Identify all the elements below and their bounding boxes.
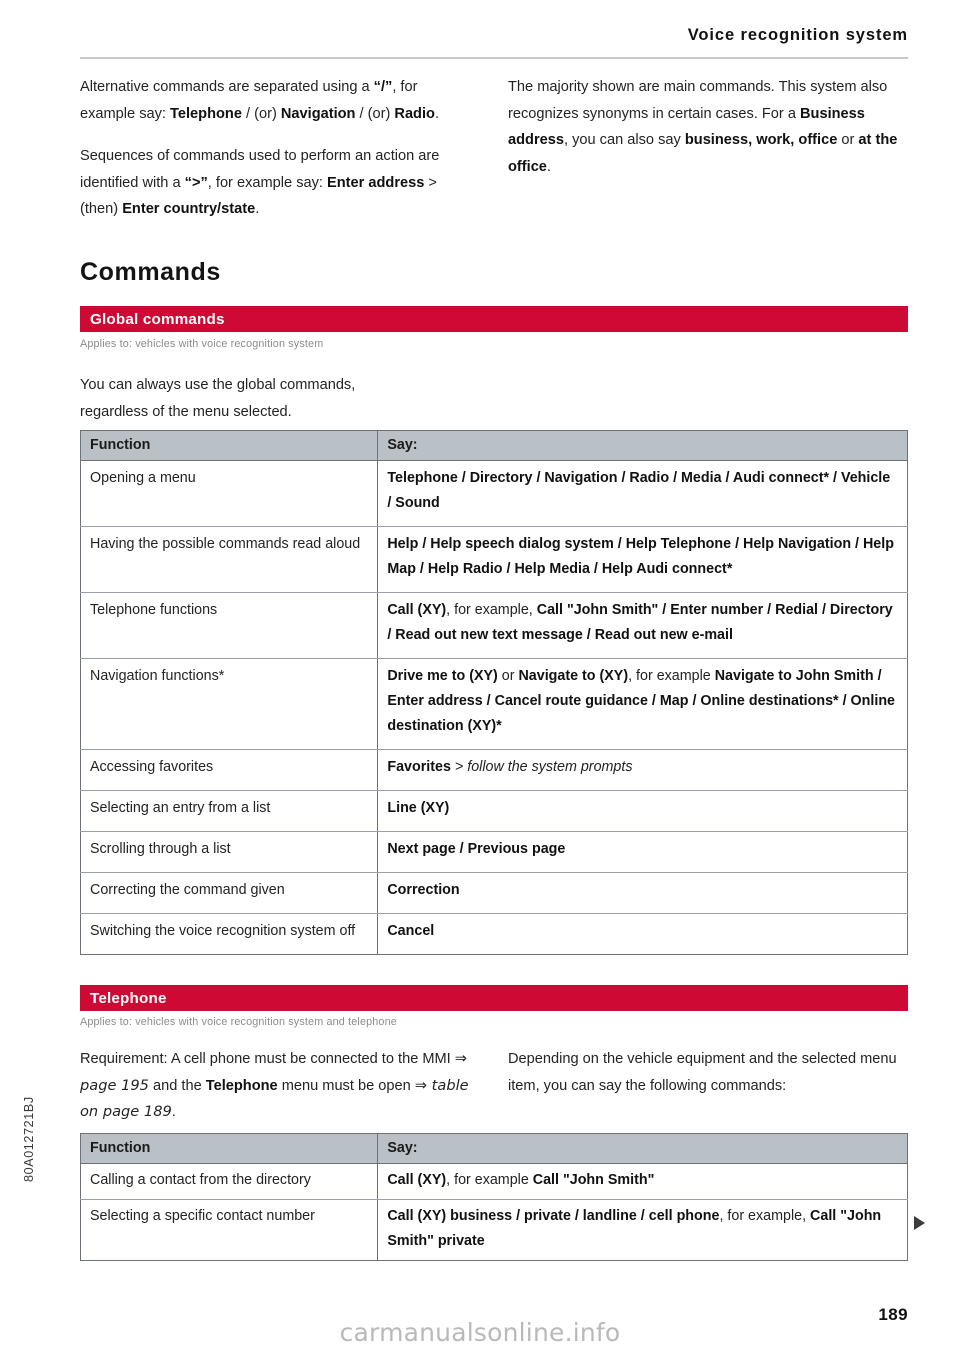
cell-function: Calling a contact from the directory xyxy=(81,1164,378,1200)
say-bold-2: Navigate to (XY) xyxy=(518,668,629,684)
table-row xyxy=(81,1164,908,1200)
applies-to-telephone: Applies to: vehicles with voice recognition system and telephone xyxy=(80,1016,397,1028)
cell-function: Accessing favorites xyxy=(81,750,378,791)
intro-r1-bold-at-the-office: at the office xyxy=(508,132,898,175)
intro-p2-text-b: , for example say: xyxy=(207,174,328,191)
table-row xyxy=(81,461,908,527)
cell-say xyxy=(378,659,908,750)
say-bold-2: Call "John Smith" private xyxy=(387,1208,882,1249)
intro-column-left xyxy=(80,74,474,223)
intro-p2-text-d: . xyxy=(255,201,260,217)
column-header-function: Function xyxy=(81,431,378,461)
intro-p1-bold-navigation: Navigation xyxy=(280,105,356,122)
say-bold-1: Drive me to (XY) xyxy=(387,668,498,684)
intro-p2-bold-enter-country: Enter country/state xyxy=(122,201,256,217)
cell-function: Correcting the command given xyxy=(81,873,378,914)
intro-r1-bold-synonyms: business, work, office xyxy=(684,132,838,148)
document-part-number: 80A012721BJ xyxy=(22,1096,36,1182)
telephone-commands-table xyxy=(80,1133,908,1261)
applies-to-global: Applies to: vehicles with voice recognition system xyxy=(80,338,324,350)
intro-p1-text-b: , for example say: xyxy=(80,79,418,122)
telephone-right-paragraph: Depending on the vehicle equipment and the selected menu item, you can say the following commands: xyxy=(508,1051,897,1094)
intro-p2-text-a: Sequences of commands used to perform an action are identified with a xyxy=(80,148,440,191)
telephone-column-left xyxy=(80,1046,480,1126)
cell-function: Having the possible commands read aloud xyxy=(81,527,378,593)
cell-function: Telephone functions xyxy=(81,593,378,659)
intro-paragraph-2 xyxy=(80,143,474,223)
tel-text-c: menu must be open xyxy=(277,1077,415,1094)
column-header-function: Function xyxy=(81,1134,378,1164)
banner-telephone-label: Telephone xyxy=(90,989,167,1007)
intro-p1-bold-telephone: Telephone xyxy=(170,105,242,122)
say-bold-1: Favorites xyxy=(387,759,451,775)
tel-text-b: and the xyxy=(148,1077,206,1094)
table-row xyxy=(81,593,908,659)
intro-p1-text-e: . xyxy=(434,105,440,122)
say-regular-1: or xyxy=(497,668,519,684)
cell-say xyxy=(378,593,908,659)
cell-say xyxy=(378,1164,908,1200)
table-row xyxy=(81,527,908,593)
cell-function: Selecting a specific contact number xyxy=(81,1200,378,1261)
cell-say: Telephone / Directory / Navigation / Radio / Media / Audi connect* / Vehicle / Sound xyxy=(378,461,908,527)
cross-reference-table-page-189[interactable]: ⇒ table on page 189 xyxy=(80,1076,469,1120)
table-row xyxy=(81,750,908,791)
cell-function: Navigation functions* xyxy=(81,659,378,750)
say-bold-2: Call "John Smith" xyxy=(532,1172,655,1188)
header-divider xyxy=(80,57,908,59)
column-header-say: Say: xyxy=(378,1134,908,1164)
intro-p1-quote: “/” xyxy=(373,79,393,95)
say-bold-2: Call "John Smith" / Enter number / Redial / Directory / Read out new text message / Read out new e-mail xyxy=(387,602,893,643)
cell-function: Selecting an entry from a list xyxy=(81,791,378,832)
table-row xyxy=(81,1200,908,1261)
table-row xyxy=(81,914,908,955)
intro-p1-text-d: / (or) xyxy=(355,105,395,122)
say-bold-1: Call (XY) xyxy=(387,1172,447,1188)
intro-column-right xyxy=(508,74,908,180)
cell-function: Opening a menu xyxy=(81,461,378,527)
intro-r1-bold-business-address: Business address xyxy=(508,105,865,148)
page-running-head xyxy=(80,26,908,45)
continuation-arrow-icon xyxy=(914,1216,925,1230)
column-header-say: Say: xyxy=(378,431,908,461)
say-regular-1: , for example xyxy=(446,1172,533,1188)
say-bold-1: Call (XY) xyxy=(387,602,447,618)
banner-telephone xyxy=(80,985,908,1011)
table-header-row xyxy=(81,431,908,461)
page-title: Voice recognition system xyxy=(687,26,908,44)
global-lead-paragraph: You can always use the global commands, regardless of the menu selected. xyxy=(80,377,356,420)
tel-bold-telephone: Telephone xyxy=(205,1077,278,1094)
banner-global-commands-label: Global commands xyxy=(90,310,225,328)
cell-say xyxy=(378,750,908,791)
telephone-requirement-paragraph xyxy=(80,1046,480,1126)
say-regular-2: , for example xyxy=(628,668,715,684)
cell-function: Scrolling through a list xyxy=(81,832,378,873)
cell-say: Cancel xyxy=(387,923,435,939)
intro-p2-bold-enter-address: Enter address xyxy=(327,174,425,191)
intro-p2-text-c: > (then) xyxy=(80,174,437,217)
global-lead-paragraph-wrap xyxy=(80,372,410,425)
tel-text-d: . xyxy=(171,1104,176,1120)
intro-r1-text-a: The majority shown are main commands. This system also recognizes synonyms in certain cases. For a xyxy=(508,79,888,122)
intro-p1-bold-radio: Radio xyxy=(394,105,435,122)
intro-r1-text-d: . xyxy=(546,158,551,175)
intro-paragraph-1 xyxy=(80,74,474,127)
banner-global-commands xyxy=(80,306,908,332)
say-bold-3: Navigate to John Smith / Enter address / Cancel route guidance / Map / Online destinations* / Online destination (XY)* xyxy=(387,668,896,734)
cell-say: Line (XY) xyxy=(378,791,908,832)
watermark: carmanualsonline.info xyxy=(339,1318,621,1347)
section-heading-commands: Commands xyxy=(80,258,221,286)
intro-right-paragraph xyxy=(508,74,908,180)
table-row xyxy=(81,659,908,750)
cell-function: Switching the voice recognition system off xyxy=(81,914,378,955)
table-header-row xyxy=(81,1134,908,1164)
cell-say: Correction xyxy=(378,873,908,914)
cell-say xyxy=(378,1200,908,1261)
intro-r1-text-c: or xyxy=(837,132,859,148)
global-commands-table xyxy=(80,430,908,955)
tel-text-a: Requirement: A cell phone must be connected to the MMI xyxy=(80,1051,455,1067)
intro-p2-quote: “>” xyxy=(184,174,208,191)
table-row xyxy=(81,832,908,873)
intro-p1-text-c: / (or) xyxy=(241,105,281,122)
table-row xyxy=(81,873,908,914)
table-row xyxy=(81,791,908,832)
cross-reference-page-195[interactable]: ⇒ page 195 xyxy=(80,1050,468,1094)
page-number: 189 xyxy=(878,1305,908,1324)
intro-r1-text-b: , you can also say xyxy=(563,132,685,148)
intro-p1-text-a: Alternative commands are separated using a xyxy=(80,79,374,95)
say-regular-1: , for example, xyxy=(719,1208,811,1224)
say-italic-1: > follow the system prompts xyxy=(450,759,633,775)
cell-say: Next page / Previous page xyxy=(378,832,908,873)
say-regular-1: , for example, xyxy=(446,602,537,618)
cell-say: Help / Help speech dialog system / Help Telephone / Help Navigation / Help Map / Help Radio / Help Media / Help Audi connect* xyxy=(378,527,908,593)
say-bold-1: Call (XY) business / private / landline / cell phone xyxy=(387,1208,720,1224)
telephone-column-right xyxy=(508,1046,908,1099)
